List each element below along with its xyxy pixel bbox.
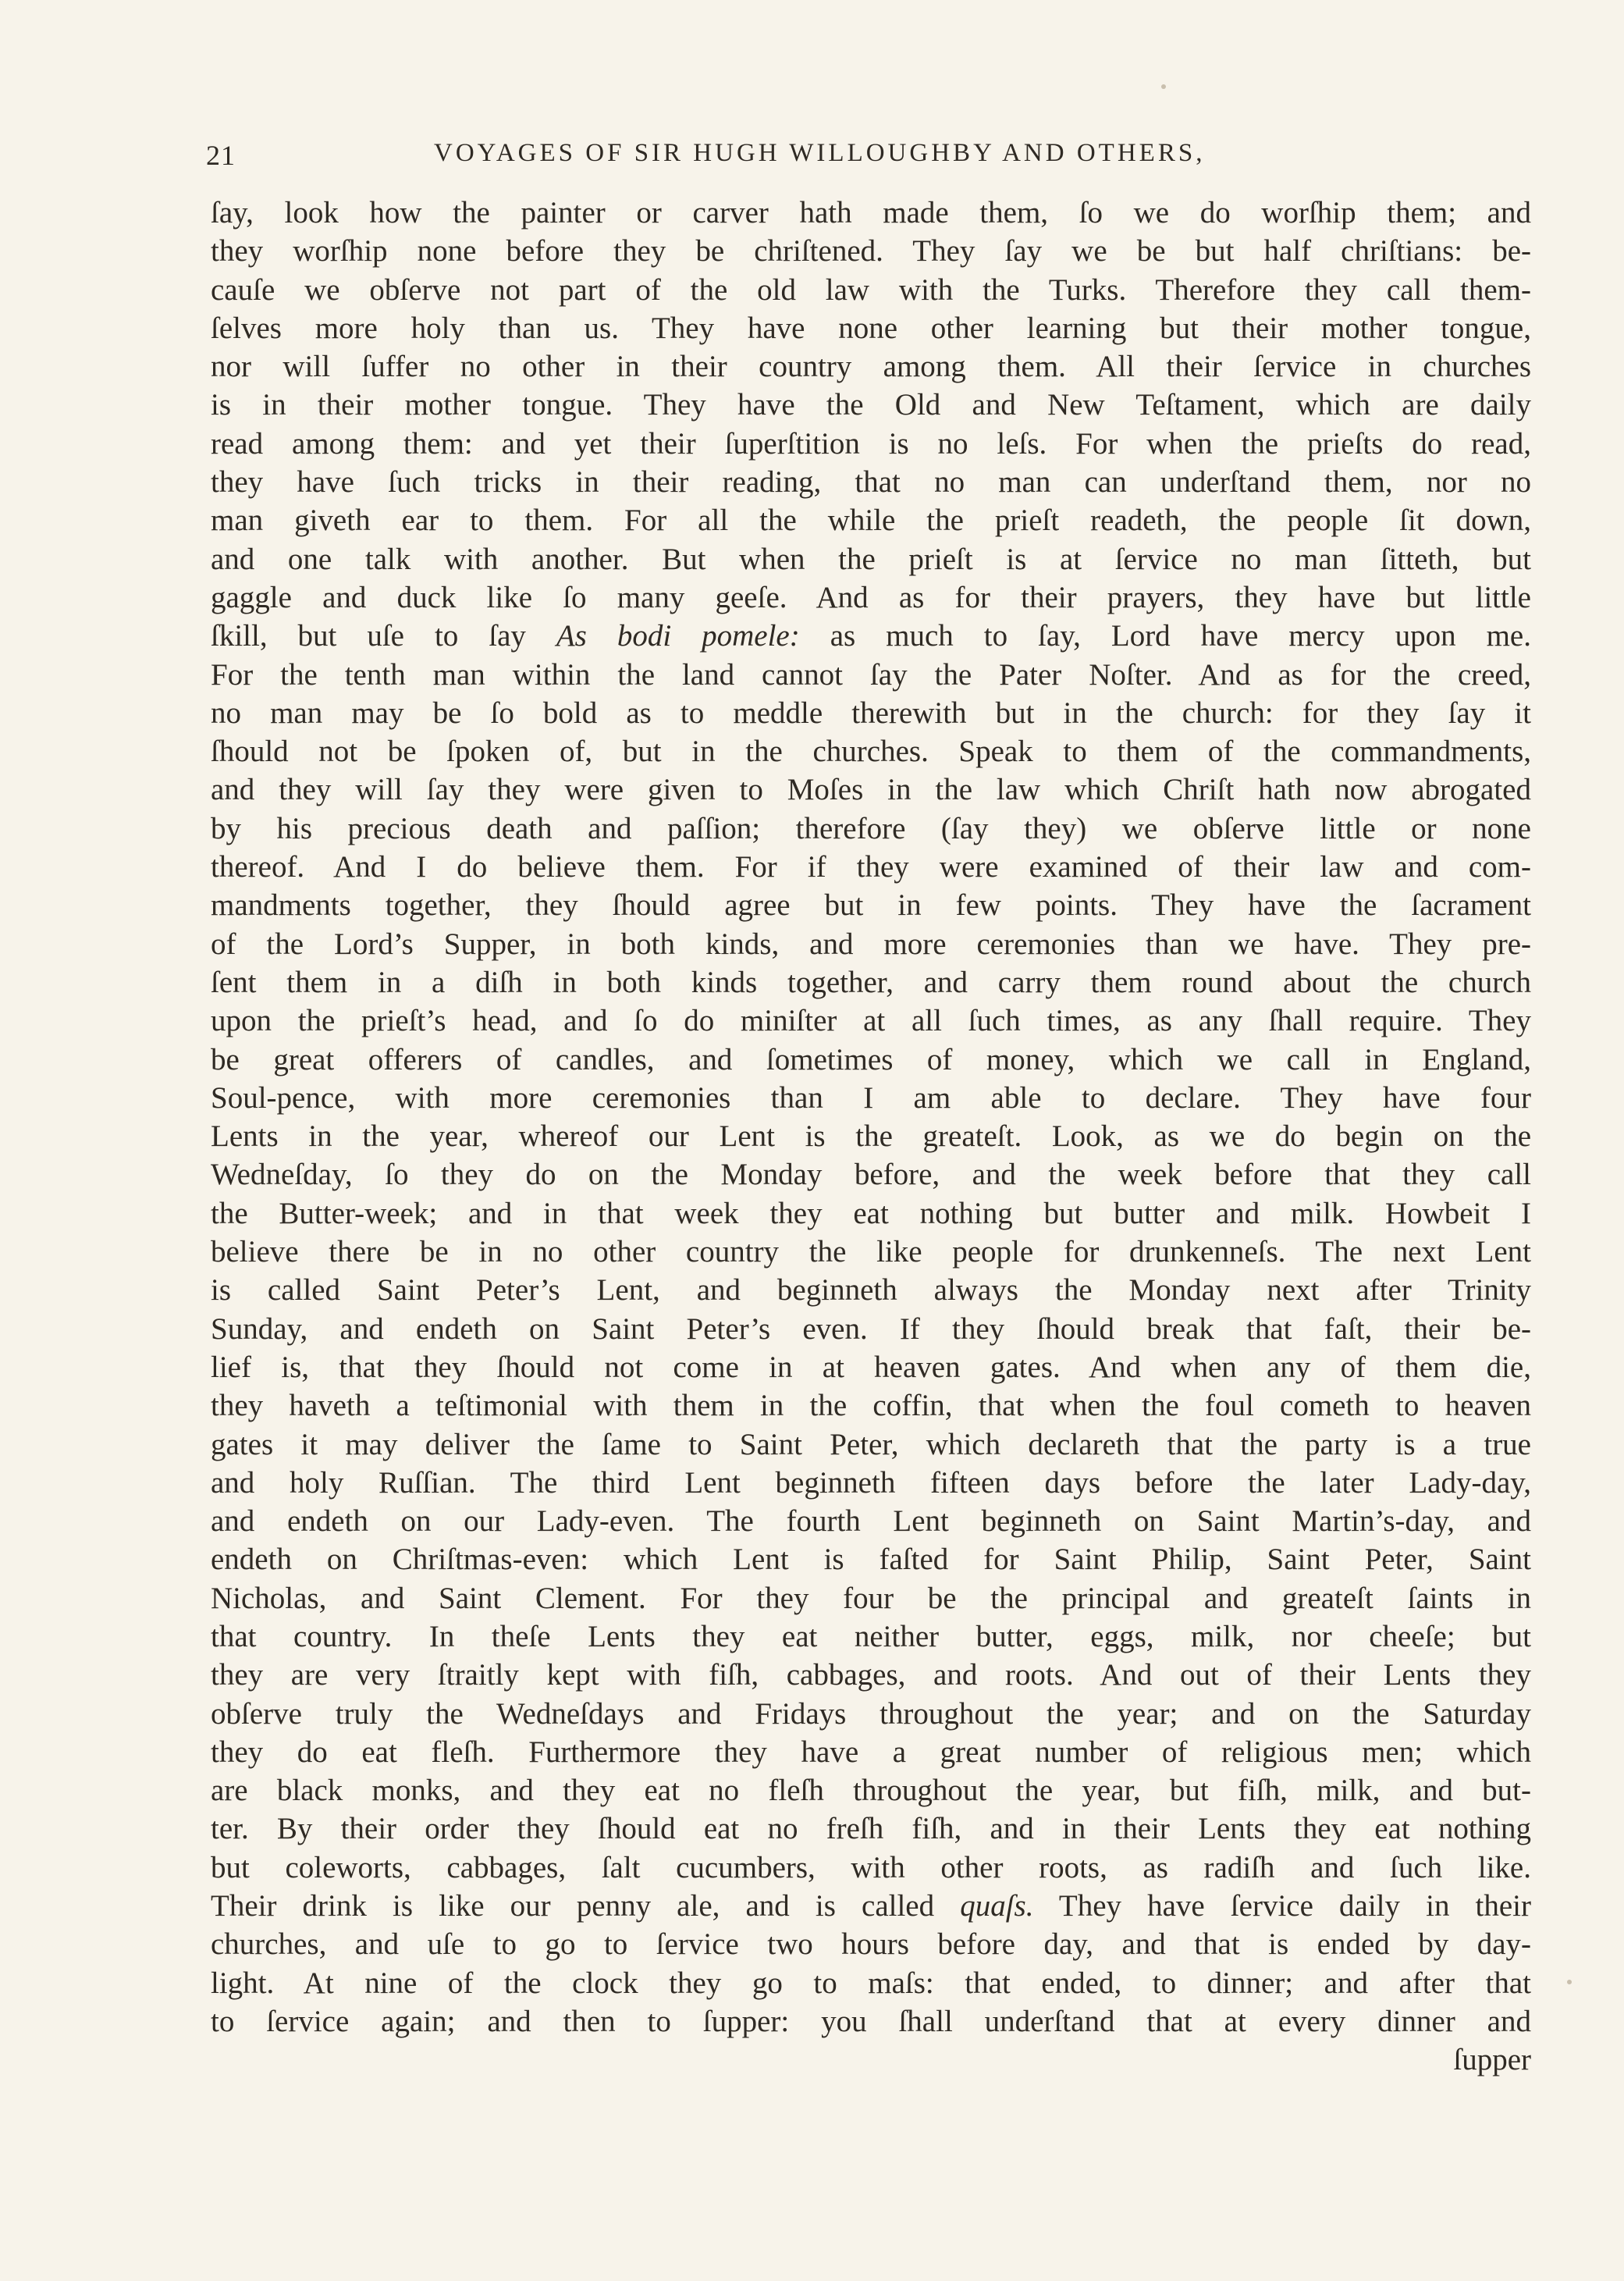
text-line (211, 2002, 1531, 2041)
text-segment: Lents in the year, whereof our Lent is the greateſt. Look, as we do begin on the (211, 1119, 1531, 1154)
text-line (211, 232, 1531, 270)
text-segment: obſerve truly the Wedneſdays and Fridays throughout the year; and on the Saturday (211, 1696, 1531, 1731)
text-segment: ſelves more holy than us. They have none other learning but their mother tongue, (211, 311, 1531, 345)
text-line (211, 1656, 1531, 1694)
text-line (211, 1964, 1531, 2002)
text-line (211, 1733, 1531, 1771)
text-segment: churches, and uſe to go to ſervice two hours before day, and that is ended by day- (211, 1927, 1531, 1962)
text-line (211, 1155, 1531, 1194)
text-segment: they have ſuch tricks in their reading, that no man can underſtand them, nor no (211, 465, 1531, 500)
text-segment: gates it may deliver the ſame to Saint Peter, which declareth that the party is a true (211, 1427, 1531, 1461)
text-line (211, 1117, 1531, 1155)
text-line (211, 309, 1531, 347)
text-line (211, 1887, 1531, 1925)
text-line (211, 271, 1531, 309)
text-line (211, 770, 1531, 809)
text-segment: but coleworts, cabbages, ſalt cucumbers, with other roots, as radiſh and ſuch like. (211, 1850, 1531, 1884)
text-segment: they haveth a teſtimonial with them in the coffin, that when the foul cometh to heaven (211, 1389, 1531, 1423)
text-segment: and they will ſay they were given to Moſes in the law which Chriſt hath now abrogated (211, 773, 1531, 807)
italic-phrase: quaſs. (960, 1889, 1034, 1923)
text-segment: no man may be ſo bold as to meddle therewith but in the church: for they ſay it (211, 696, 1531, 730)
text-line (211, 1233, 1531, 1271)
text-line (211, 1809, 1531, 1848)
text-line (211, 1695, 1531, 1733)
text-line (211, 1771, 1531, 1809)
text-line (211, 617, 1531, 655)
catchword: ſupper (1453, 2043, 1531, 2077)
text-segment: endeth on Chriſtmas-even: which Lent is faſted for Saint Philip, Saint Peter, Saint (211, 1543, 1531, 1577)
text-line (211, 1464, 1531, 1502)
text-line (211, 1194, 1531, 1233)
body-text (211, 194, 1531, 2080)
text-segment: they worſhip none before they be chriſtened. They ſay we be but half chriſtians: be- (211, 234, 1531, 269)
text-line (211, 386, 1531, 424)
text-line (211, 1540, 1531, 1578)
text-segment: Soul-pence, with more ceremonies than I am able to declare. They have four (211, 1080, 1531, 1115)
text-line (211, 347, 1531, 386)
text-segment: For the tenth man within the land cannot ſay the Pater Noſter. And as for the creed, (211, 657, 1531, 692)
text-line (211, 501, 1531, 539)
text-segment: of the Lord’s Supper, in both kinds, and more ceremonies than we have. They pre- (211, 927, 1531, 961)
text-segment: mandments together, they ſhould agree but in few points. They have the ſacrament (211, 888, 1531, 923)
text-line (211, 886, 1531, 924)
text-line (211, 656, 1531, 694)
text-segment: Sunday, and endeth on Saint Peter’s even. If they ſhould break that faſt, their be- (211, 1311, 1531, 1346)
text-segment: is in their mother tongue. They have the Old and New Teſtament, which are daily (211, 388, 1531, 422)
text-segment: is called Saint Peter’s Lent, and beginneth always the Monday next after Trinity (211, 1273, 1531, 1308)
text-line (211, 194, 1531, 232)
text-line (211, 1425, 1531, 1464)
text-line (211, 694, 1531, 732)
text-line (211, 540, 1531, 578)
text-segment: they do eat fleſh. Furthermore they have a great number of religious men; which (211, 1735, 1531, 1769)
text-segment: and one talk with another. But when the prieſt is at ſervice no man ſitteth, but (211, 542, 1531, 576)
text-segment: upon the prieſt’s head, and ſo do miniſter at all ſuch times, as any ſhall require. They (211, 1004, 1531, 1038)
text-segment: thereof. And I do believe them. For if they were examined of their law and com- (211, 850, 1531, 884)
text-segment: to ſervice again; and then to ſupper: you ſhall underſtand that at every dinner and (211, 2004, 1531, 2038)
text-segment: man giveth ear to them. For all the while the prieſt readeth, the people ſit down, (211, 504, 1531, 538)
text-line (211, 810, 1531, 848)
text-segment: the Butter-week; and in that week they eat nothing but butter and milk. Howbeit I (211, 1196, 1531, 1230)
text-segment: ſay, look how the painter or carver hath made them, ſo we do worſhip them; and (211, 196, 1531, 230)
text-segment: They have ſervice daily in their (1033, 1889, 1531, 1923)
text-line (211, 925, 1531, 963)
text-segment: are black monks, and they eat no fleſh throughout the year, but fiſh, milk, and but- (211, 1774, 1531, 1808)
paper-speck (1161, 84, 1166, 89)
text-line (211, 848, 1531, 886)
text-line (211, 1502, 1531, 1540)
text-line (211, 1617, 1531, 1656)
text-line (211, 1310, 1531, 1348)
text-segment: Wedneſday, ſo they do on the Monday before, and the week before that they call (211, 1158, 1531, 1192)
text-line (211, 1079, 1531, 1117)
text-segment: that country. In theſe Lents they eat neither butter, eggs, milk, nor cheeſe; but (211, 1619, 1531, 1653)
text-line (211, 1271, 1531, 1309)
text-line (211, 578, 1531, 617)
text-segment: Their drink is like our penny ale, and is called (211, 1889, 961, 1923)
text-line (211, 1348, 1531, 1386)
text-line (211, 963, 1531, 1002)
text-segment: cauſe we obſerve not part of the old law with the Turks. Therefore they call them- (211, 272, 1531, 307)
italic-phrase: As bodi pomele: (556, 619, 800, 653)
text-segment: ſhould not be ſpoken of, but in the churches. Speak to them of the commandments, (211, 735, 1531, 769)
text-line (211, 1579, 1531, 1617)
text-segment: ſkill, but uſe to ſay (211, 619, 556, 653)
page-number: 21 (206, 140, 236, 171)
text-segment: read among them: and yet their ſuperſtition is no leſs. For when the prieſts do read, (211, 426, 1531, 461)
text-line (211, 463, 1531, 501)
text-line (211, 1386, 1531, 1425)
text-segment: be great offerers of candles, and ſometimes of money, which we call in England, (211, 1042, 1531, 1076)
running-head: VOYAGES OF SIR HUGH WILLOUGHBY AND OTHERS, (434, 139, 1206, 167)
text-line (211, 425, 1531, 463)
text-line (211, 1041, 1531, 1079)
text-segment: as much to ſay, Lord have mercy upon me. (799, 619, 1531, 653)
text-segment: light. At nine of the clock they go to maſs: that ended, to dinner; and after that (211, 1966, 1531, 2000)
text-line (211, 1002, 1531, 1040)
text-segment: they are very ſtraitly kept with fiſh, cabbages, and roots. And out of their Lents they (211, 1658, 1531, 1692)
text-segment: gaggle and duck like ſo many geeſe. And as for their prayers, they have but little (211, 580, 1531, 614)
text-segment: and holy Ruſſian. The third Lent beginneth fifteen days before the later Lady-day, (211, 1465, 1531, 1500)
text-segment: Nicholas, and Saint Clement. For they four be the principal and greateſt ſaints in (211, 1581, 1531, 1615)
text-line (211, 1925, 1531, 1963)
text-segment: ſent them in a diſh in both kinds together, and carry them round about the church (211, 965, 1531, 999)
text-segment: by his precious death and paſſion; therefore (ſay they) we obſerve little or none (211, 811, 1531, 845)
text-segment: lief is, that they ſhould not come in at heaven gates. And when any of them die, (211, 1350, 1531, 1384)
text-segment: nor will ſuffer no other in their country among them. All their ſervice in churches (211, 350, 1531, 384)
text-segment: believe there be in no other country the like people for drunkenneſs. The next Lent (211, 1235, 1531, 1269)
text-line (211, 1849, 1531, 1887)
paper-speck (1567, 1980, 1572, 1984)
text-segment: and endeth on our Lady-even. The fourth Lent beginneth on Saint Martin’s-day, and (211, 1504, 1531, 1539)
text-segment: ter. By their order they ſhould eat no freſh fiſh, and in their Lents they eat nothing (211, 1812, 1531, 1846)
text-line (211, 732, 1531, 770)
